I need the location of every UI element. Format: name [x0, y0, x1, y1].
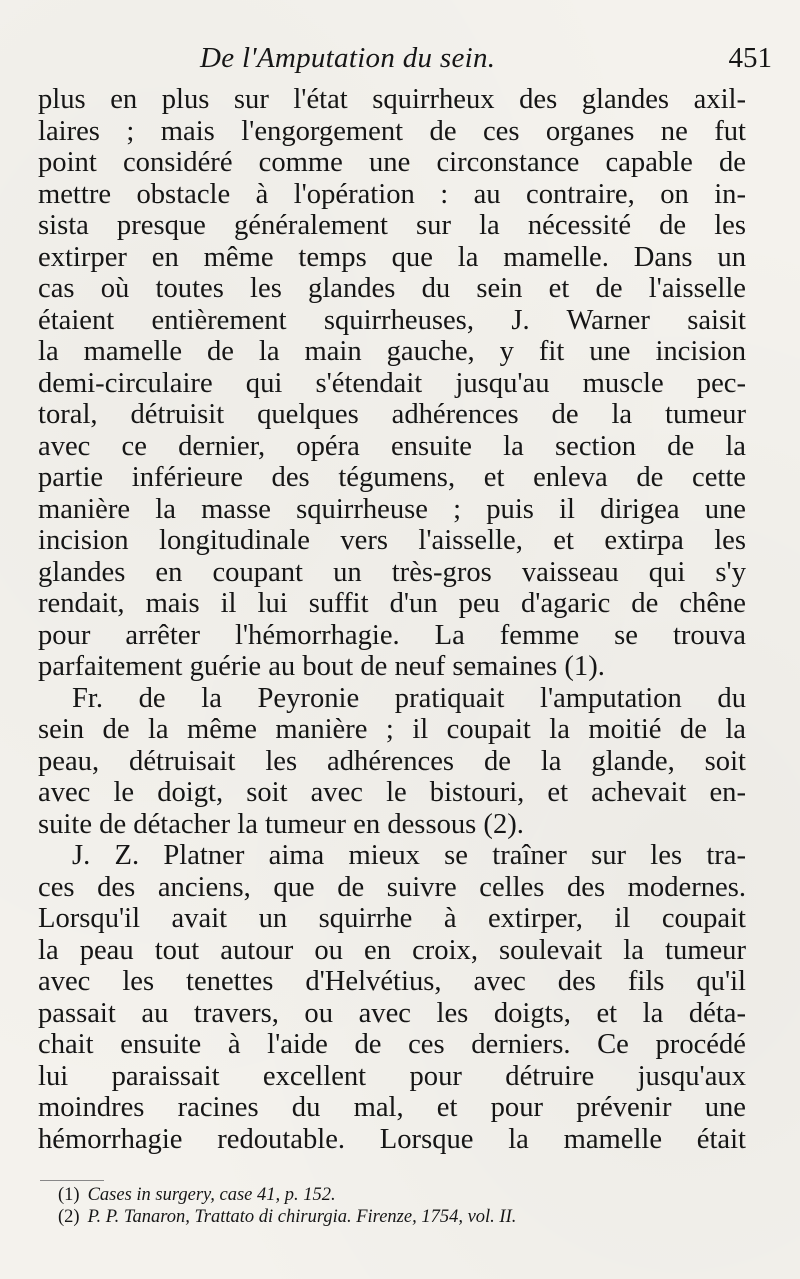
text-line: moindres racines du mal, et pour prévenir une: [38, 1092, 746, 1123]
text-line: rendait, mais il lui suffit d'un peu d'agaric de chêne: [38, 588, 746, 619]
text-line: la mamelle de la main gauche, y fit une incision: [38, 336, 746, 367]
text-line: pour arrêter l'hémorrhagie. La femme se trouva: [38, 619, 746, 651]
text-line: incision longitudinale vers l'aisselle, et extirpa les: [38, 525, 746, 556]
text-line: avec les tenettes d'Helvétius, avec des fils qu'il: [38, 966, 746, 997]
text-line: peau, détruisait les adhérences de la glande, soit: [38, 745, 746, 777]
footnote-text: Cases in surgery, case 41, p. 152.: [87, 1185, 336, 1205]
text-line: extirper en même temps que la mamelle. Dans un: [38, 241, 746, 273]
text-line: toral, détruisit quelques adhérences de la tumeur: [38, 399, 746, 430]
text-line: avec ce dernier, opéra ensuite la section de la: [38, 430, 746, 462]
text-line: manière la masse squirrheuse ; puis il dirigea une: [38, 493, 746, 525]
text-line: partie inférieure des tégumens, et enleva de cette: [38, 462, 746, 493]
body-text: [38, 84, 746, 1155]
text-line: suite de détacher la tumeur en dessous (2).: [38, 808, 524, 840]
footnotes: [58, 1184, 758, 1228]
text-line: J. Z. Platner aima mieux se traîner sur les tra-: [72, 840, 746, 871]
text-line: mettre obstacle à l'opération : au contraire, on in-: [38, 178, 746, 210]
text-line: avec le doigt, soit avec le bistouri, et achevait en-: [38, 777, 746, 808]
page-header: [40, 42, 772, 82]
text-line: sein de la même manière ; il coupait la moitié de la: [38, 714, 746, 745]
text-line: point considéré comme une circonstance capable de: [38, 147, 746, 178]
text-line: plus en plus sur l'état squirrheux des glandes axil-: [38, 84, 746, 115]
footnote-divider: [40, 1180, 104, 1181]
text-line: glandes en coupant un très-gros vaisseau qui s'y: [38, 556, 746, 588]
text-line: lui paraissait excellent pour détruire jusqu'aux: [38, 1060, 746, 1092]
text-line: passait au travers, ou avec les doigts, et la déta-: [38, 997, 746, 1029]
text-line: la peau tout autour ou en croix, soulevait la tumeur: [38, 934, 746, 966]
text-line: sista presque généralement sur la nécessité de les: [38, 210, 746, 241]
text-line: Fr. de la Peyronie pratiquait l'amputation du: [72, 682, 746, 714]
footnote-mark: (2): [58, 1207, 80, 1227]
page-number: 451: [728, 42, 772, 74]
footnote-mark: (1): [58, 1185, 80, 1205]
footnote-text: P. P. Tanaron, Trattato di chirurgia. Firenze, 1754, vol. II.: [87, 1207, 517, 1227]
text-line: cas où toutes les glandes du sein et de l'aisselle: [38, 273, 746, 304]
text-line: parfaitement guérie au bout de neuf semaines (1).: [38, 651, 605, 682]
text-line: ces des anciens, que de suivre celles des modernes.: [38, 871, 746, 903]
running-title: De l'Amputation du sein.: [200, 42, 496, 74]
text-line: étaient entièrement squirrheuses, J. Warner saisit: [38, 304, 746, 336]
text-line: laires ; mais l'engorgement de ces organes ne fut: [38, 115, 746, 147]
text-line: chait ensuite à l'aide de ces derniers. Ce procédé: [38, 1029, 746, 1060]
text-line: hémorrhagie redoutable. Lorsque la mamelle était: [38, 1123, 746, 1155]
footnote: [58, 1184, 758, 1206]
text-line: demi-circulaire qui s'étendait jusqu'au muscle pec-: [38, 367, 746, 399]
footnote: [58, 1206, 758, 1228]
text-line: Lorsqu'il avait un squirrhe à extirper, il coupait: [38, 903, 746, 934]
